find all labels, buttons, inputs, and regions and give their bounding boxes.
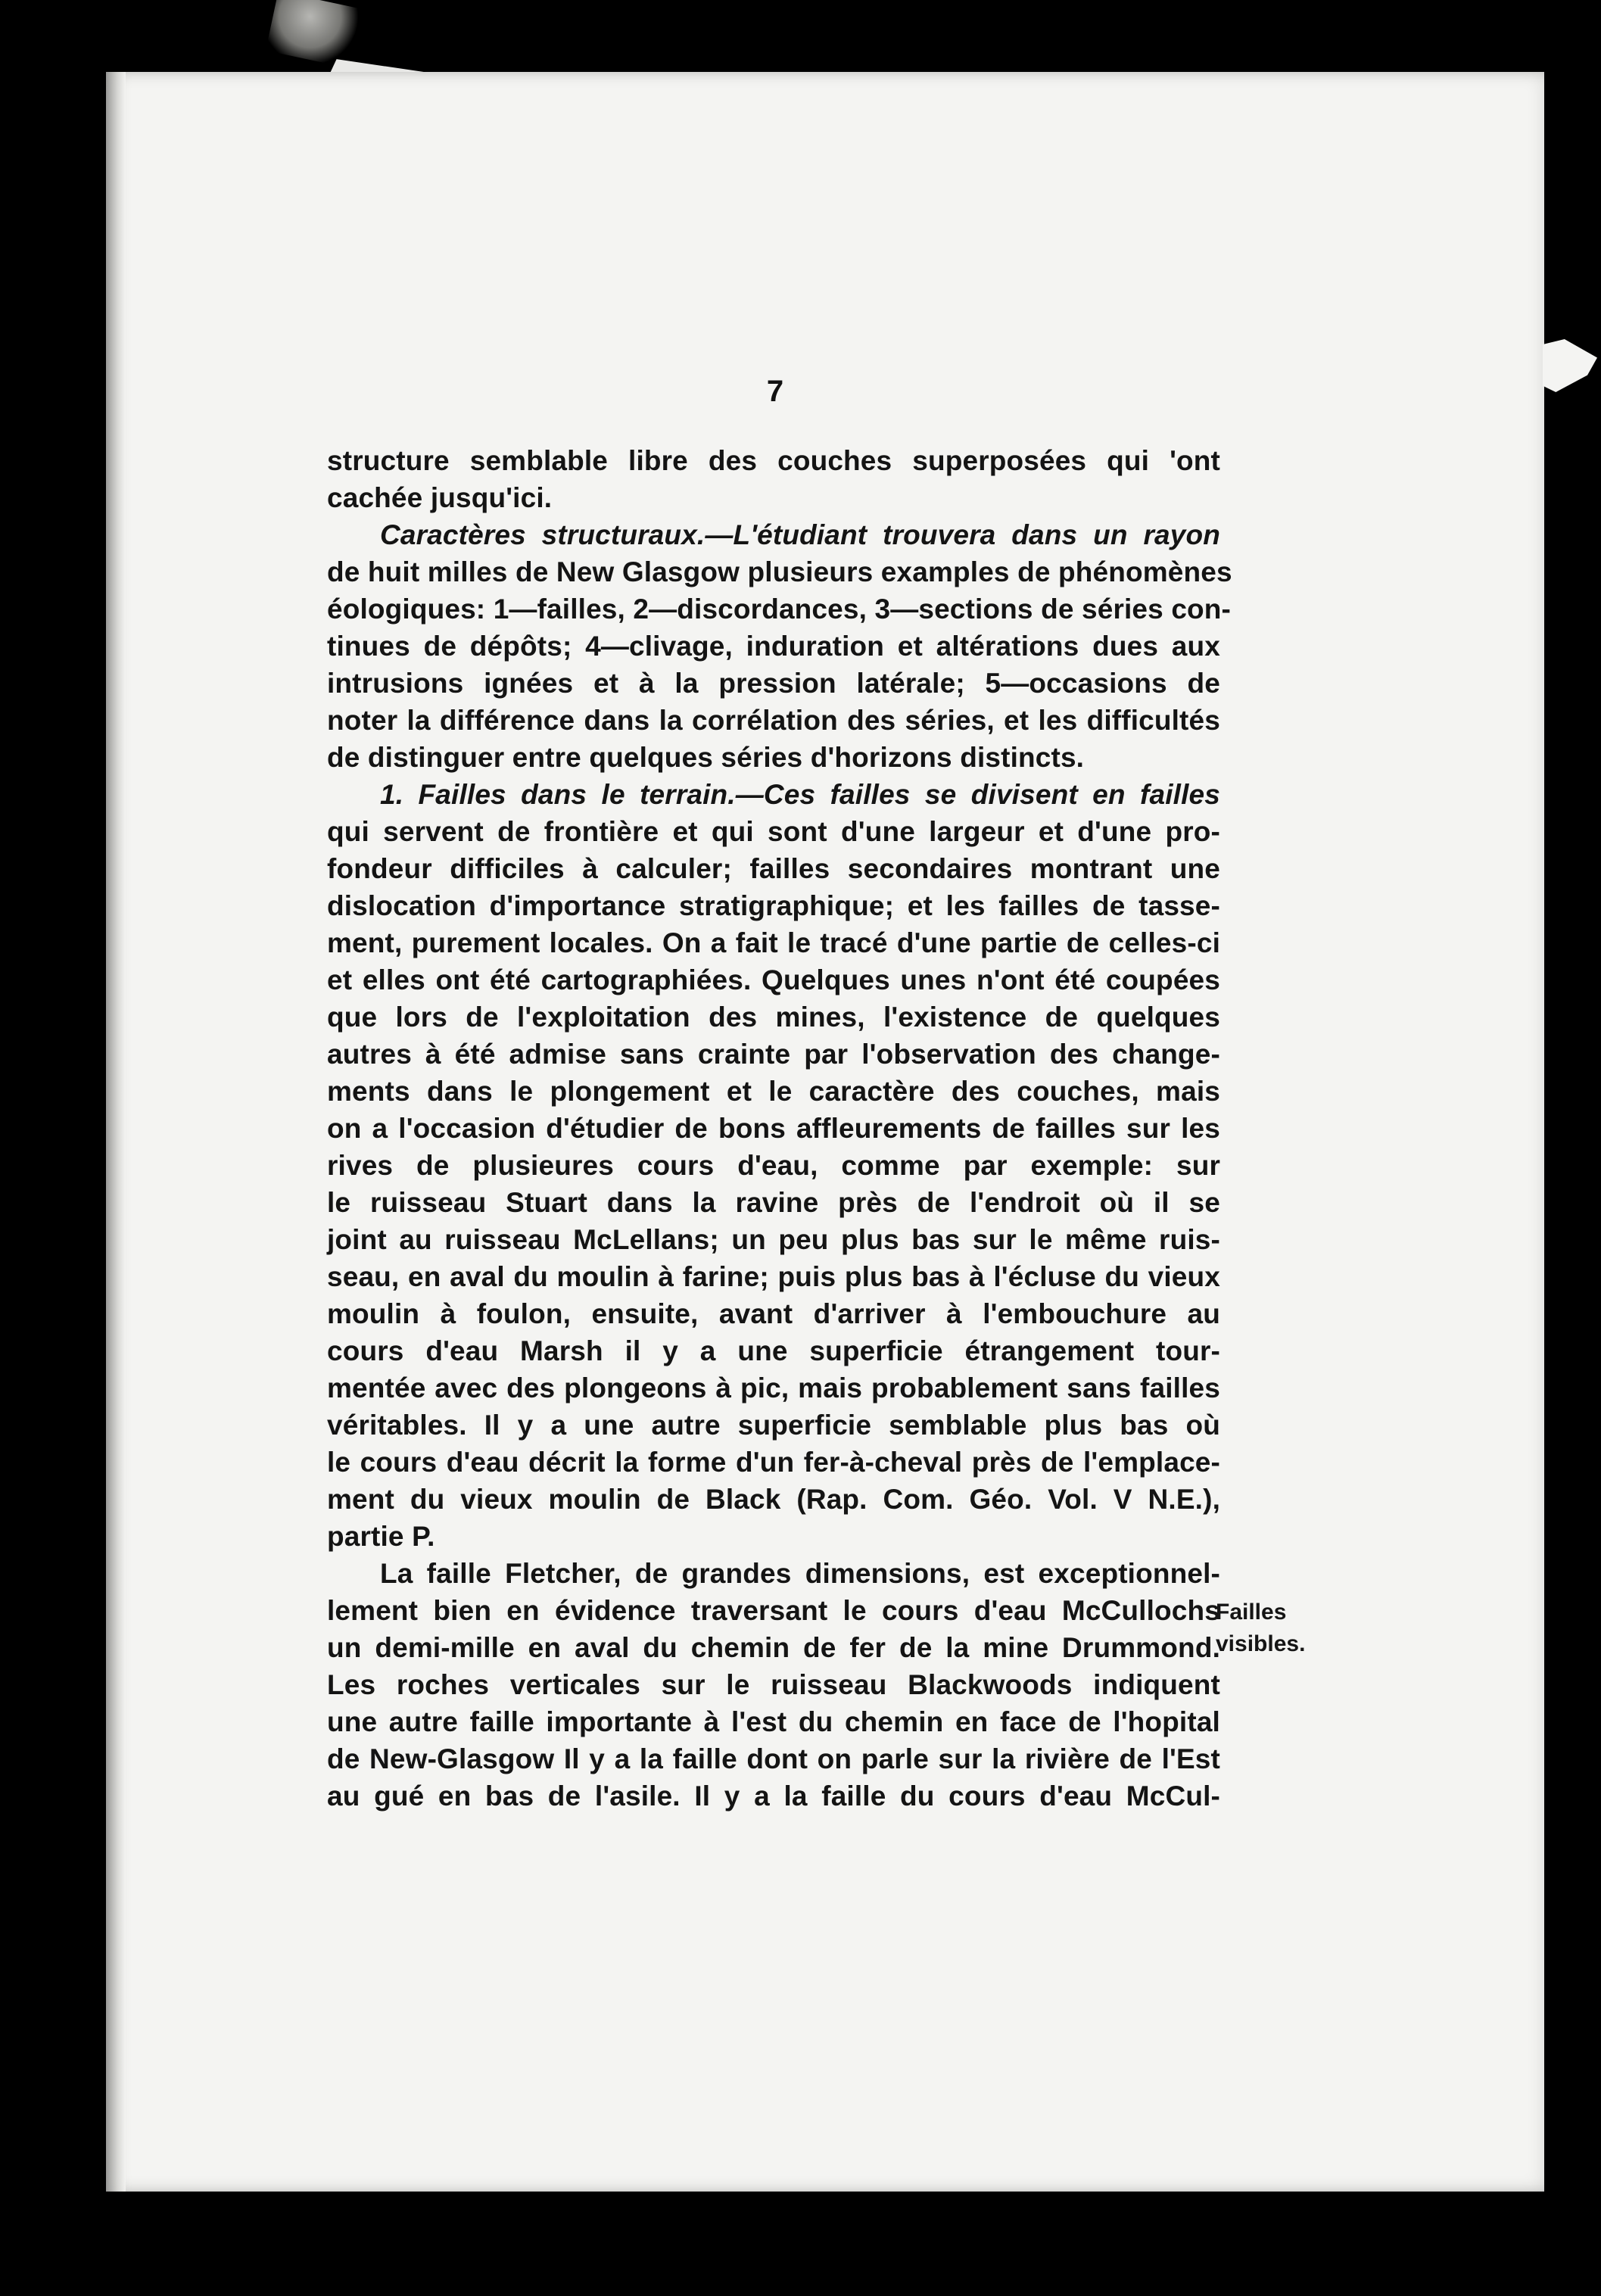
paragraph-line: moulin à foulon, ensuite, avant d'arriver à l'embouchure au <box>327 1298 1220 1329</box>
torn-top-corner <box>273 0 500 83</box>
scan-left-edge <box>0 0 106 2296</box>
paragraph-line: de New-Glasgow Il y a la faille dont on parle sur la rivière de l'Est <box>327 1743 1220 1774</box>
section-heading-line <box>327 776 1220 813</box>
margin-note-line-2: visibles. <box>1216 1631 1306 1656</box>
paragraph-line: éologiques: 1—failles, 2—discordances, 3—sections de séries con- <box>327 593 1232 625</box>
paragraph-line: ment du vieux moulin de Black (Rap. Com. Géo. Vol. V N.E.), <box>327 1484 1220 1515</box>
paragraph-line: mentée avec des plongeons à pic, mais probablement sans failles <box>327 1372 1220 1403</box>
paragraph-line: ment, purement locales. On a fait le tracé d'une partie de celles-ci <box>327 927 1220 958</box>
paragraph-line: au gué en bas de l'asile. Il y a la faille du cours d'eau McCul- <box>327 1780 1220 1812</box>
paragraph-line: La faille Fletcher, de grandes dimensions, est exceptionnel- <box>380 1558 1220 1589</box>
paragraph-line: fondeur difficiles à calculer; failles secondaires montrant une <box>327 853 1220 884</box>
paragraph-line: de distinguer entre quelques séries d'horizons distincts. <box>327 742 1085 773</box>
paragraph-line: structure semblable libre des couches superposées qui 'ont <box>327 445 1220 476</box>
paragraph-line: dislocation d'importance stratigraphique; et les failles de tasse- <box>327 890 1220 921</box>
paragraph-line: le ruisseau Stuart dans la ravine près de l'endroit où il se <box>327 1187 1220 1218</box>
paragraph-line: Les roches verticales sur le ruisseau Blackwoods indiquent <box>327 1669 1220 1700</box>
margin-note-line-1: Failles <box>1216 1600 1287 1625</box>
paragraph-line: tinues de dépôts; 4—clivage, induration et altérations dues aux <box>327 631 1220 662</box>
paragraph-line: lement bien en évidence traversant le cours d'eau McCullochs <box>327 1595 1220 1626</box>
paragraph-line: autres à été admise sans crainte par l'observation des change- <box>327 1039 1220 1070</box>
section-heading-italic: Caractères structuraux.—L'étudiant trouvera dans un rayon <box>380 519 1220 550</box>
paragraph-line: que lors de l'exploitation des mines, l'existence de quelques <box>327 1002 1220 1033</box>
paragraph-line: cours d'eau Marsh il y a une superficie étrangement tour- <box>327 1335 1220 1366</box>
paragraph-line: qui servent de frontière et qui sont d'une largeur et d'une pro- <box>327 816 1220 847</box>
paragraph-line: ments dans le plongement et le caractère des couches, mais <box>327 1076 1220 1107</box>
paragraph-line: joint au ruisseau McLellans; un peu plus bas sur le même ruis- <box>327 1224 1220 1255</box>
paragraph-line: partie P. <box>327 1521 435 1552</box>
paragraph-line: véritables. Il y a une autre superficie semblable plus bas où <box>327 1410 1220 1441</box>
paragraph-line: rives de plusieures cours d'eau, comme par exemple: sur <box>327 1150 1220 1181</box>
paragraph-line: intrusions ignées et à la pression latérale; 5—occasions de <box>327 668 1220 699</box>
paragraph-line: noter la différence dans la corrélation des séries, et les difficultés <box>327 705 1220 736</box>
paragraph-line: cachée jusqu'ici. <box>327 482 553 513</box>
page-binding-edge <box>106 72 126 2192</box>
page-number: 7 <box>766 375 784 408</box>
faults-heading-italic: 1. Failles dans le terrain.—Ces failles se divisent en failles <box>380 779 1220 810</box>
paragraph-line: une autre faille importante à l'est du chemin en face de l'hopital <box>327 1706 1220 1737</box>
page-edge-tab <box>1543 339 1597 392</box>
section-heading-line <box>327 516 1220 553</box>
paragraph-line: de huit milles de New Glasgow plusieurs examples de phénomènes <box>327 556 1232 587</box>
paragraph-line: seau, en aval du moulin à farine; puis plus bas à l'écluse du vieux <box>327 1261 1220 1292</box>
paragraph-line: on a l'occasion d'étudier de bons affleurements de failles sur les <box>327 1113 1220 1144</box>
paragraph-line: un demi-mille en aval du chemin de fer de la mine Drummond. <box>327 1632 1220 1663</box>
paragraph-line: le cours d'eau décrit la forme d'un fer-à-cheval près de l'emplace- <box>327 1447 1220 1478</box>
paragraph-line: et elles ont été cartographiées. Quelques unes n'ont été coupées <box>327 964 1220 995</box>
